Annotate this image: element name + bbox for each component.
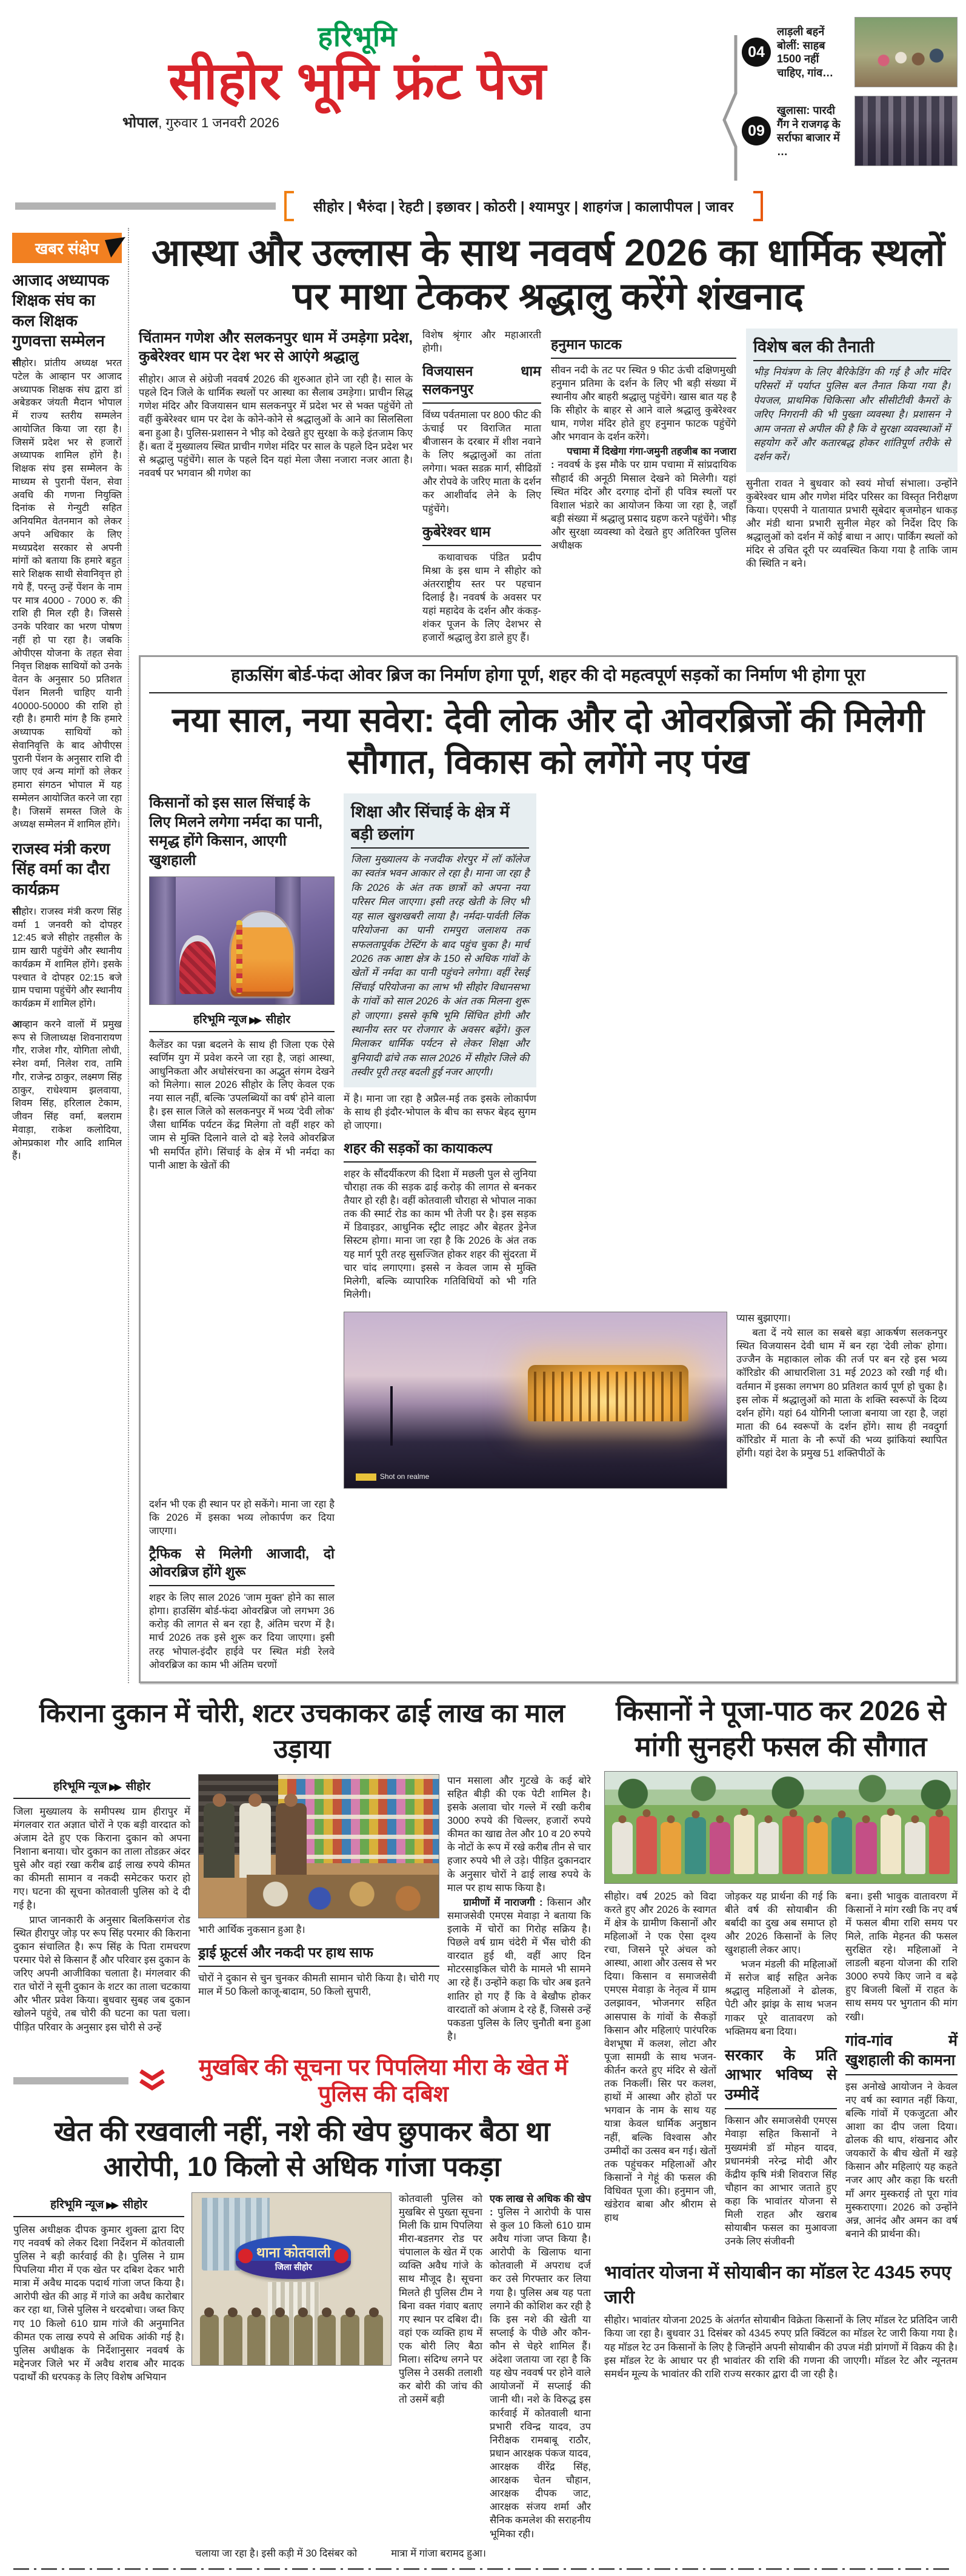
station-name-banner: थाना कोतवाली जिला सीहोर: [236, 2236, 351, 2279]
ganja-col-photo: [192, 2192, 391, 2542]
illuminated-corridor: [528, 1365, 688, 1421]
special-force-box-body: भीड़ नियंत्रण के लिए बैरिकेडिंग की गई है और मंदिर परिसरों में पर्याप्त पुलिस बल तैनात किया गया है। पेयजल, प्राथमिक चिकित्सा और सीसीटीवी कैमरों के जरिए निगरानी की भी पुख्ता व्यवस्था है। प्रशासन ने आम जनता से अपील की है कि वे सुरक्षा व्यवस्थाओं में सहयोग करें और कतारबद्ध होकर शांतिपूर्ण तरीके से दर्शन करें।: [753, 366, 950, 463]
education-irrigation-box-head: शिक्षा और सिंचाई के क्षेत्र में बड़ी छलांग: [351, 799, 529, 849]
education-irrigation-box: [344, 793, 536, 1087]
dateline-date: , गुरुवार 1 जनवरी 2026: [158, 115, 279, 131]
story-bhavantar-rate: [604, 2259, 958, 2381]
person-figure: [204, 1803, 235, 1878]
crosshead-kubereshwar: कुबेरेश्वर धाम: [422, 523, 541, 546]
villager-figures: [612, 1809, 950, 1874]
double-chevron-icon: [138, 2069, 166, 2093]
story-devi-lok-overbridge: [139, 655, 958, 1683]
theft-col-2: भारी आर्थिक नुकसान हुआ है। ड्राई फ्रूटर्स और नकदी पर हाथ साफ चोरों ने दुकान से चुन चुनकर कीमती सामान चोरी किया है। चोरी गए माल में 50 किलो काजू-बादाम, 50 किलो सुपारी,: [198, 1774, 439, 2044]
edition-city-list[interactable]: सीहोर | भैरुंदा | रेहटी | इछावर | कोठरी | श्यामपुर | शाहगंज | कालापीपल | जावर: [313, 199, 734, 215]
brief-2-headline: राजस्व मंत्री करण सिंह वर्मा का दौरा कार्यक्रम: [12, 839, 110, 898]
story-kirana-theft: [13, 1694, 591, 2044]
photo-watermark: Shot on realme: [356, 1472, 429, 1481]
kicker: हाऊसिंग बोर्ड-फंदा ओवर ब्रिज का निर्माण होगा पूर्ण, शहर की दो महत्वपूर्ण सड़कों का निर्माण भी होगा पूरा: [149, 663, 947, 693]
ny-col1-subhead: किसानों को इस साल सिंचाई के लिए मिलने लगेगा नर्मदा का पानी, समृद्ध होंगे किसान, आएगी खुशहाली: [149, 794, 323, 869]
devi-lok-corridor-photo: [344, 1312, 727, 1489]
zigzag-divider: [722, 35, 738, 181]
bottom-divider: [13, 2568, 953, 2570]
theft-headline: किराना दुकान में चोरी, शटर उचकाकर ढाई लाख का माल उड़ाया: [39, 1698, 565, 1764]
crosshead-hanuman-phatak: हनुमान फाटक: [551, 336, 736, 359]
devi-lok-headline: नया साल, नया सवेरा: देवी लोक और दो ओवरब्रिजों की मिलेगी सौगात, विकास को लगेंगे नए पंख: [172, 701, 925, 781]
theft-col-1: हरिभूमि न्यूज ▶▶ सीहोर जिला मुख्यालय के समीपस्थ ग्राम हीरापुर में मंगलवार रात अज्ञात चोरों ने एक बड़ी वारदात को अंजाम देते हुए एक किराना दुकान को अपना निशाना बनाया। चोर दुकान का ताला तोडक़र अंदर घुसे और वहां रखा करीब ढाई लाख रुपये कीमत का कीमती सामान व नकदी समेटकर फरार हो गए। घटना की सूचना कोतवाली पुलिस को दे दी गई है। प्राप्त जानकारी के अनुसार बिलकिसगंज रोड स्थित हीरापुर जोड़ पर रूप सिंह परमार की किराना दुकान संचालित है। रूप सिंह के पिता रामचरण परमार पेशे से किसान हैं और परिवार इस दुकान के जरिए अपनी आजीविका चलाता है। मंगलवार की रात चोरों ने सूनी दुकान के शटर का ताला चटकाया और भीतर प्रवेश किया। बुधवार सुबह जब दुकान खोलने पहुंचे, तब चोरी की घटना का पता चला। पीड़ित परिवार के अनुसार इस चोरी से उन्हें: [13, 1774, 190, 2044]
brief-1-body: सीहोर। प्रांतीय अध्यक्ष भरत पटेल के आव्हान पर आजाद अध्यापक शिक्षक संघ द्वारा डां अबेडकर जंयती मैदान भोपाल में राज्य स्तरीय सम्मलेन आयोजित किया जा रहा है। जिसमें प्रदेश भर से हजारों अध्यापक शामिल होंगे है। शिक्षक संघ इस सम्मेलन के माध्यम से पुरानी पेंशन, सेवा अवधि की गणना नियुक्ति दिनांक से गेन्युटी सहित अनियमित वेतनमान को लेकर अपने अधिकार के लिए मध्यप्रदेश सरकार से अपनी मांगों को बताया कि हमारे बहुत सारे शिक्षक साथी सेवानिवृत्त हो गये हैं, परन्तु उन्हें पेंशन के नाम पर मात्र 4000 - 7000 रु. की राशि ही मिल रही है। जिससे उनके परिवार का भरण पोषण नहीं हो पा रहा है। जबकि ओपीएस योजना के तहत सेवा निवृत्त शिक्षक साथियों को उनके वेतन के अनुसार 50 प्रतिशत पेंशन मिलनी चाहिए यानी 40000-50000 की राशि हो रही है। हमारी मांग है कि हमारे अध्यापक साथियों को सेवानिवृत्ति के बाद ओपीएस पुरानी पेंशन के अनुसार राशि दी जाए एवं अन्य मांगों को लेकर हमारा संगठन भोपाल में यह सम्मेलन आयोजित करने जा रहा है। जिसमें समस्त जिले के अध्यक्ष सम्मेलन में शामिल होंगे।: [12, 358, 122, 830]
byline: हरिभूमि न्यूज ▶▶ सीहोर: [149, 1007, 335, 1032]
bracket-right-icon: [753, 191, 763, 221]
promo-item-page-04[interactable]: [742, 17, 958, 87]
ganja-col-1: हरिभूमि न्यूज ▶▶ सीहोर पुलिस अधीक्षक दीपक कुमार शुक्ला द्वारा दिए गए नववर्ष को लेकर दिशा निर्देशन में कोतवाली पुलिस ने बड़ी कार्रवाई की है। पुलिस ने ग्राम पिपलिया मीरा में एक खेत पर दबिश देकर भारी मात्रा में अवैध मादक पदार्थ गांजा जप्त किया है। आरोपी खेत की आड़ में गांजे का अवैध कारोबार कर रहा था, जिसे पुलिस ने धरदबोचा। जब्त किए गए 10 किलो 610 ग्राम गांजे की अनुमानित कीमत एक लाख रुपये से अधिक आंकी गई है। पुलिस अधीक्षक के निर्देशानुसार नववर्ष के मद्देनजर जिले भर में अवैध शराब और मादक पदार्थों की धरपकड़ के लिए विशेष अभियान: [13, 2192, 184, 2542]
dateline-city: भोपाल: [122, 115, 159, 132]
education-irrigation-box-body: जिला मुख्यालय के नजदीक शेरपुर में लॉ कॉलेज का स्वतंत्र भवन आकार ले रहा है। माना जा रहा है कि 2026 के अंत तक छात्रों को अपना नया परिसर मिल जाएगा। इसी तरह खेती के लिए भी यह साल खुशखबरी लाया है। नर्मदा-पार्वती लिंक परियोजना का पानी रामपुरा जलाशय तक सफलतापूर्वक टेस्टिंग के बाद पहुंच चुका है। मार्च 2026 तक आष्टा क्षेत्र के 150 से अधिक गांवों के खेतों में नर्मदा का पानी पहुंचने लगेगा। वहीं रेसई सिंचाई परियोजना का लाभ भी सीहोर विधानसभा के गांवों को साल 2026 के अंत तक मिलना शुरू हो जाएगा। इससे कृषि भूमि सिंचित होगी और स्थानीय स्तर पर रोजगार के अवसर बढ़ेंगे। कुल मिलाकर धार्मिक पर्यटन से लेकर शिक्षा और बुनियादी ढांचे तक साल 2026 में सीहोर जिले की तस्वीर पूरी तरह बदली हुई नजर आएगी।: [351, 853, 529, 1078]
ganja-photo-caption: चलाया जा रहा है। इसी कड़ी में 30 दिसंबर को मात्रा में गांजा बरामद हुआ।: [195, 2548, 486, 2559]
special-force-box-head: विशेष बल की तैनाती: [753, 335, 950, 361]
briefs-banner: खबर संक्षेप: [12, 233, 122, 263]
page-number-badge: 04: [742, 38, 771, 67]
ny-col-2: प्यास बुझाएगा। बता दें नये साल का सबसे बड़ा आकर्षण सलकनपुर स्थित विजयासन देवी धाम में बन रहा 'देवी लोक' होगा। उज्जैन के महाकाल लोक की तर्ज पर बन रहे इस भव्य कॉरिडोर की आधारशिला 31 मई 2023 को रखी गई थी। वर्तमान में इसका लगभग 80 प्रतिशत कार्य पूर्ण हो चुका है। इस लोक में श्रद्धालुओं को माता के शक्ति स्वरूपों के दिव्य दर्शन होंगे। यहां 64 योगिनी प्लाजा बनाया जा रहा है, जहां माता की 64 स्वरूपों के दर्शन होंगे। साथ ही नवदुर्गा कॉरिडोर में माता के नौ रूपों की भव्य झांकियां स्थापित होंगी। यहां देश के प्रमुख 51 शक्तिपीठों के: [736, 1313, 947, 1460]
lamp-pole: [390, 1386, 393, 1446]
bracket-left-icon: [284, 191, 294, 221]
theft-col-3: पान मसाला और गुटखे के कई बोरे सहित बीड़ी की एक पेटी शामिल है। इसके अलावा चोर गल्ले में रखी करीब 3000 रुपये की चिल्लर, हजारों रुपये कीमत का खाद्य तेल और 10 व 20 रुपये के नोटों के रूप में रखे करीब तीन से चार हजार रुपये भी ले उड़े। पीड़ित दुकानदार के अनुसार चोरों ने ढाई लाख रुपये के माल पर हाथ साफ किया है। ग्रामीणों में नाराजगी : किसान और समाजसेवी एमएस मेवाड़ा ने बताया कि इलाके में चोरों का गिरोह सक्रिय है। पिछले वर्ष ग्राम चंदेरी में भैंस चोरी की वारदात हुई थी, वहीं आए दिन मोटरसाइकिल चोरी के मामले भी सामने आ रहे हैं। उन्होंने कहा कि चोर अब इतने शातिर हो गए हैं कि वे बेखौफ होकर वारदातों को अंजाम दे रहे हैं, जिससे उन्हें पकडऩा पुलिस के लिए चुनौती बना हुआ है।: [447, 1775, 591, 2042]
byline-arrows-icon: ▶▶: [106, 2200, 117, 2211]
page-number-badge: 09: [742, 116, 771, 145]
story-farmers-prayer: [604, 1693, 958, 2250]
ny-col-4: शिक्षा और सिंचाई के क्षेत्र में बड़ी छलांग जिला मुख्यालय के नजदीक शेरपुर में लॉ कॉलेज का स्वतंत्र भवन आकार ले रहा है। माना जा रहा है कि 2026 के अंत तक छात्रों को अपना नया परिसर मिल जाएगा। इसी तरह खेती के लिए भी यह साल खुशखबरी लाया है। नर्मदा-पार्वती लिंक परियोजना का पानी रामपुरा जलाशय तक सफलतापूर्वक टेस्टिंग के बाद पहुंच चुका है। मार्च 2026 तक आष्टा क्षेत्र के 150 से अधिक गांवों के खेतों में नर्मदा का पानी पहुंचने लगेगा। वहीं रेसई सिंचाई परियोजना का लाभ भी सीहोर विधानसभा के गांवों को साल 2026 के अंत तक मिलना शुरू हो जाएगा। इससे कृषि भूमि सिंचित होगी और स्थानीय स्तर पर रोजगार के अवसर बढ़ेंगे। कुल मिलाकर धार्मिक पर्यटन से लेकर शिक्षा और बुनियादी ढांचे तक साल 2026 में सीहोर जिले की तस्वीर पूरी तरह बदली हुई नजर आएगी। में है। माना जा रहा है अप्रैल-मई तक इसके लोकार्पण के साथ ही इंदौर-भोपाल के बीच का सफर बेहद सुगम हो जाएगा। शहर की सड़कों का कायाकल्प शहर के सौंदर्यीकरण की दिशा में मछली पुल से लुनिया चौराहा तक की सड़क ढाई करोड़ की लागत से बनकर तैयार हो रही है। वहीं कोतवाली चौराहा से भोपाल नाका तक की स्मार्ट रोड का काम भी तेजी पर है। इस सड़क में डिवाइडर, आधुनिक स्ट्रीट लाइट और बेहतर ड्रेनेज सिस्टम होगा। माना जा रहा है कि 2026 के अंत तक यह मार्ग पूरी तरह सुसज्जित होकर शहर की सुंदरता में चार चांद लगाएगा। इससे न केवल जाम से मुक्ति मिलेगी, बल्कि व्यापारिक गतिविधियों को भी गति मिलेगी।: [344, 793, 536, 1303]
byline: हरिभूमि न्यूज ▶▶ सीहोर: [13, 1774, 190, 1799]
police-station-photo: [192, 2192, 391, 2366]
brand-logo: हरिभूमि: [318, 21, 398, 52]
banner-rule: [13, 2077, 128, 2084]
farmers-col-3: बना। इसी भावुक वातावरण में किसानों ने मांग रखी कि नए वर्ष में फसल बीमा राशि समय पर मिले, ताकि मेहनत की फसल सुरक्षित रहे। महिलाओं ने लाडली बहना योजना की राशि 3000 रुपये किए जाने व बढ़े हुए बिजली बिलों में राहत के साथ समय पर भुगतान की मांग रखी। गांव-गांव में खुशहाली की कामना इस अनोखे आयोजन ने केवल नए वर्ष का स्वागत नहीं किया, बल्कि गांवों में एकजुटता और आशा का दीप जला दिया। ढोलक की थाप, शंखनाद और जयकारों के बीच खेतों में खड़े किसान और महिलाएं यह कहते नजर आए और कहा कि धरती माँ अगर मुस्कराई तो पूरा गांव मुस्कराएगा। 2026 को उन्होंने अन्न, आनंद और अमन का वर्ष बनाने की प्रार्थना की।: [845, 1890, 958, 2240]
police-team-figures: [200, 2306, 383, 2365]
story-ganja-seizure: [13, 2114, 591, 2560]
ny-col-3: दर्शन भी एक ही स्थान पर हो सकेंगे। माना जा रहा है कि 2026 में इसका भव्य लोकार्पण कर दिया जाएगा। ट्रैफिक से मिलेगी आजादी, दो ओवरब्रिज होंगे शुरू शहर के लिए साल 2026 'जाम मुक्त' होने का साल होगा। हाउसिंग बोर्ड-फंदा ओवरब्रिज जो लगभग 36 करोड़ की लागत से बन रहा है, अंतिम चरण में है। मार्च 2026 तक इसे शुरू कर दिया जाएगा। इसी तरह भोपाल-इंदौर हाईवे पर स्थित मंडी रेलवे ओवरब्रिज का काम भी अंतिम चरणों: [149, 1499, 335, 1670]
kirana-shop-photo: [198, 1774, 439, 1918]
page-title: सीहोर भूमि फ्रंट पेज: [168, 52, 547, 110]
idol-figure: [179, 935, 216, 994]
promo-photo-pardi-gang: [854, 96, 958, 166]
crosshead-vijayasan: विजयासन धाम सलकनपुर: [422, 362, 541, 404]
faith-col-1: चिंतामन गणेश और सलकनपुर धाम में उमड़ेगा प्रदेश, कुबेरेश्वर धाम पर देश भर से आएंगे श्रद्धालु सीहोर। आज से अंग्रेजी नववर्ष 2026 की शुरुआत होने जा रही है। साल के पहले दिन जिले के धार्मिक स्थलों पर आस्था का सैलाब उमड़ेगा। प्राचीन सिद्ध गणेश मंदिर और विजयासन धाम सलकनपुर में प्रदेश भर से भक्त पहुंचेंगे तो वहीं कुबेरेश्वर धाम पर देश के कोने-कोने से श्रद्धालुओं के आने का सिलसिला बना हुआ है। पुलिस-प्रशासन ने भीड़ को देखते हुए सुरक्षा के कड़े इंतजाम किए हैं। बता दें मुख्यालय स्थित प्राचीन गणेश मंदिर पर साल के पहले दिन प्रदेश भर से श्रद्धालु पहुंचेंगे। साल के पहले दिन यहां मेला जैसा नजारा नजर आता है। नववर्ष पर भगवान श्री गणेश का: [139, 329, 413, 479]
edition-nav: [0, 190, 966, 222]
bhavantar-headline: भावांतर योजना में सोयाबीन का मॉडल रेट 4345 रुपए जारी: [604, 2263, 951, 2308]
promo-teaser-text: लाड़ली बहनें बोलीं: साहब 1500 नहीं चाहिए, गांव…: [777, 25, 834, 79]
masthead: [0, 13, 966, 181]
brief-1-headline: आजाद अध्यापक शिक्षक संघ का कल शिक्षक गुणवत्ता सम्मेलन: [12, 271, 109, 350]
crosshead-prosperity: गांव-गांव में खुशहाली की कामना: [845, 2031, 958, 2075]
ny-col-1: किसानों को इस साल सिंचाई के लिए मिलने लगेगा नर्मदा का पानी, समृद्ध होंगे किसान, आएगी खुशहाली हरिभूमि न्यूज ▶▶ सीहोर कैलेंडर का पन्ना बदलने के साथ ही जिला एक ऐसे स्वर्णिम युग में प्रवेश करने जा रहा है, जहां आस्था, आधुनिकता और अधोसंरचना का अद्भुत संगम देखने को मिलेगा। साल 2026 सीहोर के लिए केवल एक नया साल नहीं, बल्कि 'उपलब्धियों का वर्ष' होने वाला है। इस साल जिले को सलकनपुर में भव्य 'देवी लोक' जैसा धार्मिक पर्यटन केंद्र मिलेगा तो वहीं शहर को जाम से मुक्ति दिलाने वाले दो बड़े रेलवे ओवरब्रिज भी समर्पित होंगे। सिंचाई के क्षेत्र में भी नर्मदा का पानी आष्टा के खेतों की: [149, 794, 335, 1171]
faith-col-3: हनुमान फाटक सीवन नदी के तट पर स्थित 9 फीट ऊंची दक्षिणमुखी हनुमान प्रतिमा के दर्शन के लिए भी बड़ी संख्या में स्थानीय और बाहरी श्रद्धालु पहुंचेंगे। खास बात यह है कि सीहोर के बाहर से आने वाले श्रद्धालु कुबेरेश्वर धाम, गणेश मंदिर होते हुए हनुमान फाटक पहुंचेंगे और भगवान के दर्शन करेंगे। पचामा में दिखेगा गंगा-जमुनी तहजीब का नजारा : नववर्ष के इस मौके पर ग्राम पचामा में सांप्रदायिक सौहार्द की अनूठी मिसाल देखने को मिलेगी। यहां स्थित मंदिर और दरगाह दोनों ही पवित्र स्थलों पर विशाल भंडारे का आयोजन किया जा रहा है, जहाँ बड़ी संख्या में श्रद्धालु प्रसाद ग्रहण करने पहुंचेंगे। भीड़ और सुरक्षा व्यवस्था को देखते हुए अतिरिक्त पुलिस अधीक्षक: [551, 336, 736, 552]
crosshead-gratitude: सरकार के प्रति आभार भविष्य से उम्मीदें: [725, 2046, 837, 2110]
bhavantar-body: सीहोर। भावांतर योजना 2025 के अंतर्गत सोयाबीन विक्रेता किसानों के लिए मॉडल रेट प्रतिदिन जारी किया जा रहा है। बुधवार 31 दिसंबर को 4345 रुपए प्रति क्विंटल का मॉडल रेट जारी किया गया है। यह मॉडल रेट उन किसानों के लिए है जिन्होंने अपनी सोयाबीन की उपज मंडी प्रांगणों में विक्रय की है। इस मॉडल रेट के आधार पर ही भावांतर की राशि की गणना की जाएगी। मॉडल रेट और न्यूनतम समर्थन मूल्य के भावांतर की राशि राज्य सरकार द्वारा दी जा रही है।: [604, 2315, 958, 2380]
banner-fold-icon: [105, 237, 125, 258]
faith-col1-subhead: चिंतामन गणेश और सलकनपुर धाम में उमड़ेगा प्रदेश, कुबेरेश्वर धाम पर देश भर से आएंगे श्रद्धालु: [139, 329, 413, 365]
garland: [236, 920, 242, 994]
person-figure: [239, 1803, 270, 1878]
police-raid-banner: [13, 2054, 591, 2108]
villagers-anger-lead: ग्रामीणों में नाराजगी :: [463, 1897, 543, 1908]
crosshead-traffic: ट्रैफिक से मिलेगी आजादी, दो ओवरब्रिज होंगे शुरू: [149, 1545, 335, 1586]
ganja-col-3: एक लाख से अधिक की खेप : पुलिस ने आरोपी के पास से कुल 10 किलो 610 ग्राम अवैध गांजा जप्त किया है। आरोपी के खिलाफ थाना कोतवाली में अपराध दर्ज कर उसे गिरफ्तार कर लिया गया है। पुलिस अब यह पता लगाने की कोशिश कर रही है कि इस नशे की खेती या सप्लाई के पीछे और कौन-कौन से चेहरे शामिल हैं। अंदेशा जताया जा रहा है कि यह खेप नववर्ष पर होने वाले आयोजनों में सप्लाई की जानी थी। नशे के विरुद्ध इस कार्रवाई में कोतवाली थाना प्रभारी रविन्द्र यादव, उप निरीक्षक रामबाबू राठौर, प्रधान आरक्षक पंकज यादव, आरक्षक वीरेंद्र सिंह, आरक्षक चेतन चौहान, आरक्षक दीपक जाट, आरक्षक संजय शर्मा और सैनिक कमलेश की सराहनीय भूमिका रही।: [490, 2193, 591, 2540]
deity-idols-photo: [149, 876, 335, 1005]
special-force-box: [746, 329, 958, 472]
promo-photo-ladli-bahna: [854, 17, 958, 87]
shop-goods: [247, 1875, 439, 1918]
promo-teaser-text: खुलासा: पारदी गैंग ने राजगढ़ के सर्राफा बाजार में …: [777, 104, 841, 158]
promo-item-page-09[interactable]: [742, 96, 958, 166]
crosshead-dryfruits: ड्राई फ्रूटर्स और नकदी पर हाथ साफ: [198, 1944, 439, 1967]
promo-index: [722, 17, 960, 181]
temple-pillar: [150, 877, 176, 1004]
byline-arrows-icon: ▶▶: [109, 1781, 120, 1792]
pachama-lead: पचामा में दिखेगा गंगा-जमुनी तहजीब का नजारा :: [551, 446, 736, 471]
seizure-value-lead: एक लाख से अधिक की खेप :: [490, 2193, 591, 2218]
brief-2-body: सीहोर। राजस्व मंत्री करण सिंह वर्मा 1 जनवरी को दोपहर 12:45 बजे सीहोर तहसील के ग्राम खारी पहुंचेंगे और स्थानीय कार्यक्रम में शामिल होंगे। इसके पश्चात वे दोपहर 02:15 बजे ग्राम पचामा पहुंचेंगे और स्थानीय कार्यक्रम में शामिल होंगे।: [12, 906, 122, 1010]
masthead-title-block: [85, 17, 630, 181]
byline-arrows-icon: ▶▶: [249, 1015, 260, 1026]
dateline: [85, 112, 630, 132]
faith-col-2: विशेष श्रृंगार और महाआरती होगी। विजयासन धाम सलकनपुर विंध्य पर्वतमाला पर 800 फीट की ऊंचाई पर विराजित माता बीजासन के दरबार में शीश नवाने के लिए श्रद्धालुओं का तांता लगेगा। भक्त सडक़ मार्ग, सीढिय़ों और रोपवे के जरिए माता के दर्शन कर आशीर्वाद लेने के लिए पहुंचेंगे। कुबेरेश्वर धाम कथावाचक पंडित प्रदीप मिश्रा के इस धाम ने सीहोर को अंतरराष्ट्रीय स्तर पर पहचान दिलाई है। नववर्ष के अवसर पर यहां महादेव के दर्शन और कंकड़-शंकर पूजन के लिए देशभर से हजारों श्रद्धालु डेरा डाले हुए हैं।: [422, 329, 541, 644]
brief-3-body: आव्हान करने वालों में प्रमुख रूप से जिलाध्यक्ष शिवनारायण गौर, राजेश गौर, योगिता लोधी, स्नेश वर्मा, निलेश राव, तामि गौर, राजेन्द्र ठाकुर, लक्ष्मण सिंह ठाकुर, राधेश्याम झलवाया, शिवम सिंह, हरिलाल टेकाम, जीवन सिंह वर्मा, बलराम मेवाड़ा, राकेश कलोदिया, ओमप्रकाश गौर आदि शामिल हैं।: [12, 1019, 122, 1162]
farmers-field-photo: [604, 1771, 958, 1884]
story-faith-newyear: [139, 232, 958, 646]
ganja-col-2: कोतवाली पुलिस को मुखबिर से पुख्ता सूचना मिली कि ग्राम पिपलिया मीरा-बडऩगर रोड पर चंपालाल के खेत में एक व्यक्ति अवैध गांजे के साथ मौजूद है। सूचना मिलते ही पुलिस टीम ने बिना वक्त गंवाए बताए गए स्थान पर दबिश दी। वहां एक व्यक्ति हाथ में एक बोरी लिए बैठा मिला। संदिग्ध लगने पर पुलिस ने उसकी तलाशी कर बोरी की जांच की तो उसमें बड़ी: [399, 2193, 482, 2406]
crosshead-roads: शहर की सड़कों का कायाकल्प: [344, 1140, 536, 1163]
police-raid-banner-text: मुखबिर की सूचना पर पिपलिया मीरा के खेत में पुलिस की दबिश: [199, 2054, 568, 2107]
ganja-headline: खेत की रखवाली नहीं, नशे की खेप छुपाकर बैठा था आरोपी, 10 किलो से अधिक गांजा पकड़ा: [54, 2115, 550, 2183]
byline: हरिभूमि न्यूज ▶▶ सीहोर: [13, 2192, 184, 2217]
news-briefs-sidebar: [0, 228, 129, 1683]
nav-rule-left: [15, 202, 276, 210]
farmers-col-2: जोड़कर यह प्रार्थना की गई कि बीते वर्ष की सोयाबीन की बर्बादी का दुख अब समाप्त हो और 2026 किसानों के लिए खुशहाली लेकर आए। भजन मंडली की महिलाओं में सरोज बाई सहित अनेक श्रद्धालु महिलाओं ने ढोलक, पेटी और झांझ के साथ भजन गाकर पूरे वातावरण को भक्तिमय बना दिया। सरकार के प्रति आभार भविष्य से उम्मीदें किसान और समाजसेवी एमएस मेवाड़ा सहित किसानों ने मुख्यमंत्री डॉ मोहन यादव, प्रधानमंत्री नरेन्द्र मोदी और केंद्रीय कृषि मंत्री शिवराज सिंह चौहान का आभार जताते हुए कहा कि भावांतर योजना से मिली राहत और खराब सोयाबीन फसल का मुआवजा उनके लिए संजीवनी: [725, 1890, 837, 2247]
farmers-col-1: सीहोर। वर्ष 2025 को विदा करते हुए और 2026 के स्वागत में क्षेत्र के ग्रामीण किसानों और महिलाओं ने एक ऐसा दृश्य रचा, जिसने पूरे अंचल को आस्था, आशा और उत्सव से भर दिया। किसान व समाजसेवी एमएस मेवाड़ा के नेतृत्व में ग्राम उलझावन, भोजनगर सहित आसपास के गांवों के सैकड़ों किसान और महिलाएं पारंपरिक वेशभूषा में कलश, लोटा और पूजा सामग्री के साथ भजन-कीर्तन करते हुए मंदिर से खेतों तक निकलीं। सिर पर कलश, हाथों में आस्था और होठों पर भगवान के नाम के साथ यह यात्रा केवल धार्मिक अनुष्ठान नहीं, बल्कि विश्वास और उम्मीदों का उत्सव बन गई। खेतों तक पहुंचकर महिलाओं और किसानों ने गेहूं की फसल की विधिवत पूजा की। हनुमान जी, खंडेराव बाबा और श्रीराम से हाथ: [604, 1890, 716, 2224]
farmers-headline: किसानों ने पूजा-पाठ कर 2026 से मांगी सुनहरी फसल की सौगात: [616, 1695, 946, 1763]
lead-headline: आस्था और उल्लास के साथ नववर्ष 2026 का धार्मिक स्थलों पर माथा टेककर श्रद्धालु करेंगे शंखनाद: [151, 232, 945, 318]
person-figure: [276, 1803, 307, 1878]
faith-col-4: विशेष बल की तैनाती भीड़ नियंत्रण के लिए बैरिकेडिंग की गई है और मंदिर परिसरों में पर्याप्त पुलिस बल तैनात किया गया है। पेयजल, प्राथमिक चिकित्सा और सीसीटीवी कैमरों के जरिए निगरानी की भी पुख्ता व्यवस्था है। प्रशासन ने आम जनता से अपील की है कि वे सुरक्षा व्यवस्थाओं में सहयोग करें और कतारबद्ध होकर शांतिपूर्ण तरीके से दर्शन करें। सुनीता रावत ने बुधवार को स्वयं मोर्चा संभाला। उन्होंने कुबेरेश्वर धाम और गणेश मंदिर परिसर का विस्तृत निरीक्षण किया। एएसपी ने यातायात प्रभारी सूबेदार बृजमोहन धाकड़ और मंडी थाना प्रभारी सुनील मेहर को निर्देश दिए कि श्रद्धालुओं को दर्शन में कोई बाधा न आए। पार्किंग स्थलों को मंदिर से उचित दूरी पर व्यवस्थित किया गया है ताकि जाम की स्थिति न बने।: [746, 329, 958, 646]
